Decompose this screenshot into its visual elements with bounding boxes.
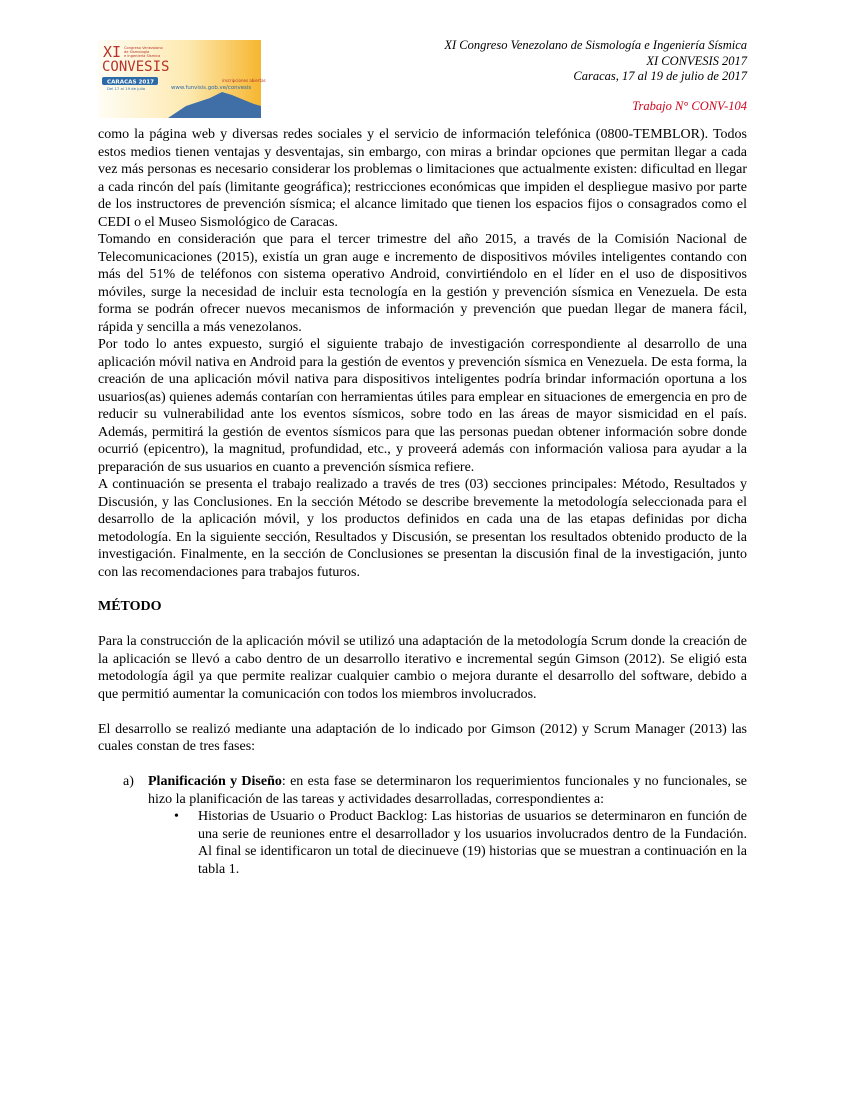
- paragraph: como la página web y diversas redes sociales y el servicio de información telefónica (0800-TEMBLOR). Todos estos medios tienen ventajas y desventajas, sin embargo, con miras a brindar opciones que permitan llegar a cada vez más personas es necesario considerar los problemas o limitaciones que actualmente existen: dificultad en llegar a cada rincón del país (limitante geográfica); restricciones económicas que impiden el despliegue masivo por parte de los instructores de prevención sísmica; el alcance limitado que tienen los espacios fijos o consagrados como el CEDI o el Museo Sismológico de Caracas.: [98, 127, 747, 230]
- svg-text:de Sismología: de Sismología: [124, 50, 150, 54]
- paper-number: Trabajo N° CONV-104: [632, 98, 747, 113]
- paragraph: Para la construcción de la aplicación móvil se utilizó una adaptación de la metodología Scrum donde la creación de la aplicación se llevó a cabo dentro de un desarrollo iterativo e incremental según Gimson (2012). Se eligió esta metodología ágil ya que permite realizar cualquier cambio o mejora durante el desarrollo del software, debido a que permitió aumentar la comunicación con todos los miembros involucrados.: [98, 634, 747, 702]
- paragraph: A continuación se presenta el trabajo realizado a través de tres (03) secciones principales: Método, Resultados y Discusión, y las Conclusiones. En la sección Método se describe brevemente la metodología seleccionada para el desarrollo de la aplicación móvil, y los productos definidos en cada una de las etapas definidas por dicha metodología. En la siguiente sección, Resultados y Discusión, se presentan los resultados obtenido producto de la investigación. Finalmente, en la sección de Conclusiones se presentan la discusión final de la investigación, junto con las recomendaciones para trabajos futuros.: [98, 477, 747, 580]
- list-item-text: : en esta fase se determinaron los requerimientos funcionales y no funcionales, se hizo la planificación de las tareas y actividades desarrolladas, correspondientes a:: [148, 774, 747, 807]
- section-heading: MÉTODO: [98, 599, 162, 614]
- list-item-a: [98, 773, 747, 878]
- header-location-date: Caracas, 17 al 19 de julio de 2017: [573, 69, 747, 83]
- logo-name: CONVESIS: [102, 59, 170, 75]
- paragraph: El desarrollo se realizó mediante una adaptación de lo indicado por Gimson (2012) y Scrum Manager (2013) las cuales constan de tres fases:: [98, 721, 747, 754]
- list-marker: a): [123, 774, 134, 789]
- header-edition: XI CONVESIS 2017: [646, 53, 747, 68]
- paragraph: Por todo lo antes expuesto, surgió el siguiente trabajo de investigación correspondiente al desarrollo de una aplicación móvil nativa en Android para la gestión de eventos y prevención sísmica en Venezuela. De esta forma, la creación de una aplicación móvil nativa para dispositivos inteligentes podría brindar información oportuna a los usuarios(as) quienes además contarían con herramientas útiles para emplear en situaciones de emergencia en pro de reducir su vulnerabilidad ante los eventos sísmicos, sobre todo en las áreas de mayor sismicidad en el país. Además, permitirá la gestión de eventos sísmicos para que las personas puedan obtener información sobre donde ocurrió (epicentro), la magnitud, profundidad, etc., y proveerá además con información valiosa para ayudar a la preparación de sus usuarios en cuanto a prevención sísmica refiere.: [98, 337, 747, 475]
- header-conference-name: XI Congreso Venezolano de Sismología e Ingeniería Sísmica: [444, 38, 747, 52]
- logo-roman: XI: [103, 43, 122, 61]
- list-item-title: Planificación y Diseño: [148, 774, 282, 789]
- svg-text:inscripciones abiertas: inscripciones abiertas: [222, 78, 266, 83]
- paragraph: Tomando en consideración que para el tercer trimestre del año 2015, a través de la Comisión Nacional de Telecomunicaciones (2015), existía un gran auge e incremento de dispositivos móviles inteligentes contando con más del 51% de teléfonos con sistema operativo Android, convirtiéndolo en el líder en el uso de dispositivos móviles, surge la necesidad de incluir esta tecnología en la gestión y prevención sísmica en Venezuela. De esta forma se podrán ofrecer nuevos mecanismos de información y prevención que puedan llegar de manera fácil, rápida y sencilla a más venezolanos.: [98, 232, 747, 335]
- bullet-item: [148, 808, 747, 878]
- svg-text:e Ingeniería Sísmica: e Ingeniería Sísmica: [124, 54, 161, 58]
- svg-text:Del 17 al 19 de julio: Del 17 al 19 de julio: [107, 86, 146, 91]
- svg-text:www.funvisis.gob.ve/convesis: www.funvisis.gob.ve/convesis: [171, 85, 252, 91]
- bullet-marker: •: [174, 809, 179, 824]
- svg-text:Congreso Venezolano: Congreso Venezolano: [124, 46, 163, 50]
- paper-body: [98, 126, 747, 878]
- svg-text:CARACAS 2017: CARACAS 2017: [107, 79, 155, 86]
- conference-header: [444, 38, 747, 114]
- convesis-logo: [98, 40, 266, 118]
- bullet-text: Historias de Usuario o Product Backlog: Las historias de usuarios se determinaron en función de una serie de reuniones entre el desarrollador y los usuarios involucrados dentro de la Fundación. Al final se identificaron un total de diecinueve (19) historias que se muestran a continuación en la tabla 1.: [198, 809, 747, 877]
